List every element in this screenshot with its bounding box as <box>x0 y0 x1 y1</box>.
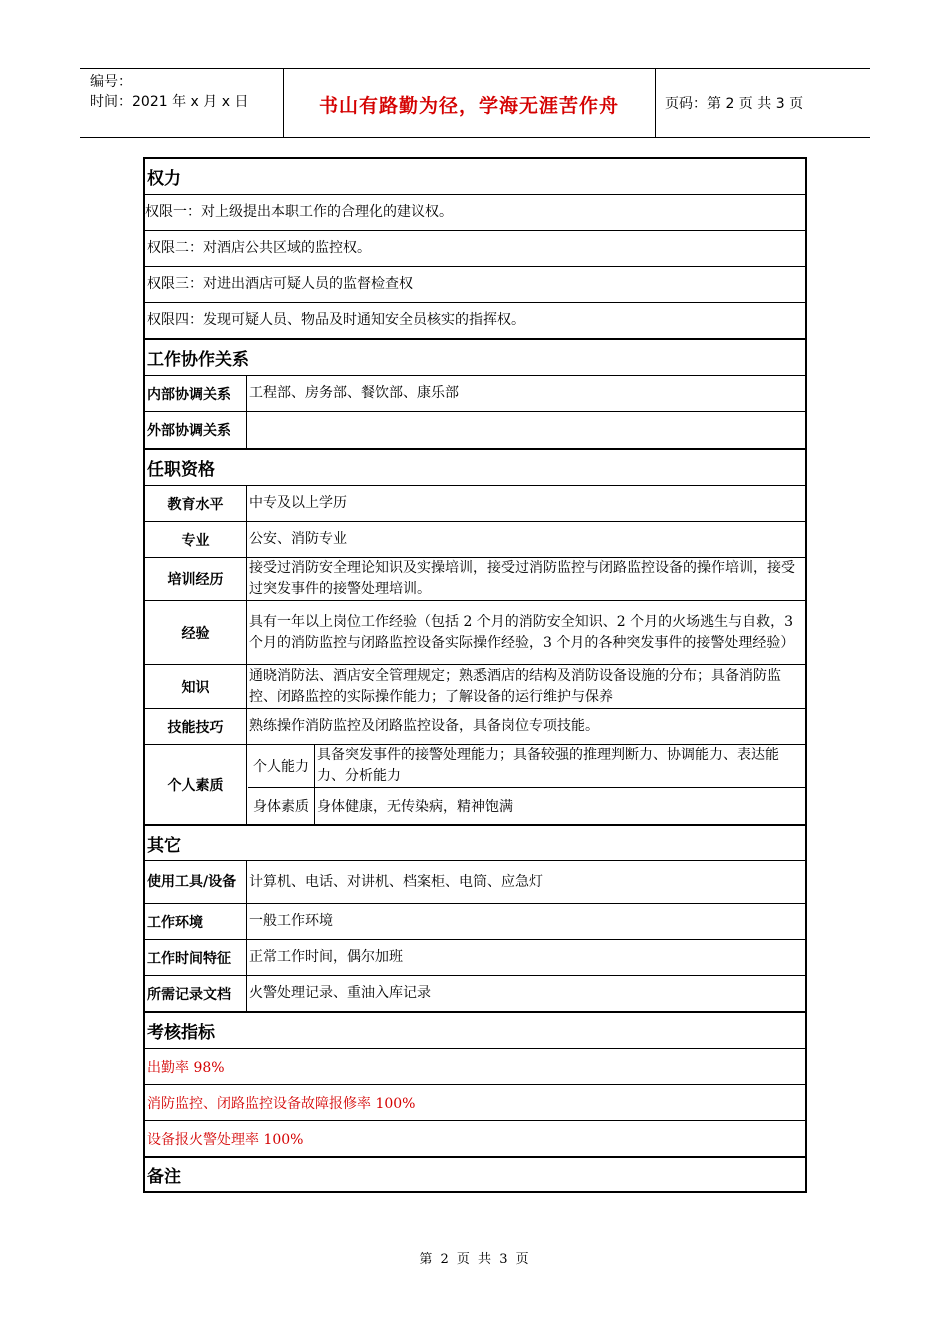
other-time-label: 工作时间特征 <box>145 940 247 975</box>
coop-internal-value: 工程部、房务部、餐饮部、康乐部 <box>249 385 459 401</box>
qual-major-row <box>145 521 805 557</box>
other-env-row <box>145 903 805 939</box>
header-divider <box>655 69 656 137</box>
qual-skill-value: 熟练操作消防监控及闭路监控设备，具备岗位专项技能。 <box>249 718 599 734</box>
power-item-text: 权限三：对进出酒店可疑人员的监督检查权 <box>147 276 413 292</box>
qual-body-label: 身体素质 <box>248 788 315 824</box>
other-env-value: 一般工作环境 <box>249 913 333 929</box>
code-label: 编号： <box>90 74 132 90</box>
qual-ability-label: 个人能力 <box>248 745 315 787</box>
qual-know-row <box>145 664 805 708</box>
qual-exp-row <box>145 600 805 664</box>
coop-internal-label: 内部协调关系 <box>145 376 247 411</box>
kpi-item: 出勤率 98% <box>145 1048 805 1084</box>
qual-personal-label: 个人素质 <box>145 745 247 824</box>
qual-train-row <box>145 557 805 600</box>
power-item-text: 权限四：发现可疑人员、物品及时通知安全员核实的指挥权。 <box>147 312 525 328</box>
qual-ability-value: 具备突发事件的接警处理能力；具备较强的推理判断力、协调能力、表达能力、分析能力 <box>317 747 779 784</box>
job-description-table <box>143 157 807 1193</box>
power-item <box>145 230 805 266</box>
other-env-label: 工作环境 <box>145 904 247 939</box>
section-title-other: 其它 <box>145 824 805 860</box>
page-header <box>80 68 870 138</box>
qual-edu-label: 教育水平 <box>145 486 247 521</box>
qual-know-label: 知识 <box>145 665 247 708</box>
qual-skill-row <box>145 708 805 744</box>
coop-external-row <box>145 411 805 448</box>
kpi-item: 消防监控、闭路监控设备故障报修率 100% <box>145 1084 805 1120</box>
header-motto: 书山有路勤为径，学海无涯苦作舟 <box>318 95 619 117</box>
qual-major-value: 公安、消防专业 <box>249 531 347 547</box>
qual-body-value: 身体健康，无传染病，精神饱满 <box>317 799 513 815</box>
other-tools-label: 使用工具/设备 <box>145 861 247 903</box>
power-item-text: 权限二：对酒店公共区域的监控权。 <box>147 240 371 256</box>
page-footer: 第 2 页 共 3 页 <box>419 1252 531 1267</box>
power-item <box>145 266 805 302</box>
header-page-info: 页码：第 2 页 共 3 页 <box>665 96 804 112</box>
qual-train-label: 培训经历 <box>145 558 247 600</box>
coop-external-value <box>249 412 801 448</box>
time-label: 时间：2021 年 x 月 x 日 <box>90 94 249 110</box>
kpi-item: 设备报火警处理率 100% <box>145 1120 805 1156</box>
qual-major-label: 专业 <box>145 522 247 557</box>
qual-edu-row <box>145 485 805 521</box>
qual-ability-row <box>248 745 805 787</box>
coop-external-label: 外部协调关系 <box>145 412 247 448</box>
qual-exp-label: 经验 <box>145 601 247 664</box>
other-tools-row <box>145 860 805 903</box>
power-item-text: 权限一：对上级提出本职工作的合理化的建议权。 <box>145 204 453 220</box>
other-time-value: 正常工作时间，偶尔加班 <box>249 949 403 965</box>
qual-train-value: 接受过消防安全理论知识及实操培训，接受过消防监控与闭路监控设备的操作培训，接受过突发事件的接警处理培训。 <box>249 560 795 597</box>
section-title-remark: 备注 <box>145 1156 805 1193</box>
section-title-kpi: 考核指标 <box>145 1011 805 1048</box>
qual-skill-label: 技能技巧 <box>145 709 247 744</box>
header-meta <box>90 72 282 112</box>
qual-exp-value: 具有一年以上岗位工作经验（包括 2 个月的消防安全知识、2 个月的火场逃生与自救，3 个月的消防监控与闭路监控设备实际操作经验，3 个月的各种突发事件的接警处理经验） <box>249 613 795 651</box>
coop-internal-row <box>145 375 805 411</box>
qual-personal-row <box>145 744 805 824</box>
section-title-cooperation: 工作协作关系 <box>145 338 805 375</box>
other-docs-label: 所需记录文档 <box>145 976 247 1011</box>
power-item <box>145 194 805 230</box>
other-docs-row <box>145 975 805 1011</box>
power-item <box>145 302 805 338</box>
section-title-power: 权力 <box>145 157 805 194</box>
other-tools-value: 计算机、电话、对讲机、档案柜、电筒、应急灯 <box>249 873 543 890</box>
qual-edu-value: 中专及以上学历 <box>249 495 347 511</box>
other-docs-value: 火警处理记录、重油入库记录 <box>249 985 431 1001</box>
qual-body-row <box>248 787 805 824</box>
qual-know-value: 通晓消防法、酒店安全管理规定；熟悉酒店的结构及消防设备设施的分布；具备消防监控、闭路监控的实际操作能力；了解设备的运行维护与保养 <box>249 667 781 705</box>
other-time-row <box>145 939 805 975</box>
section-title-qualification: 任职资格 <box>145 448 805 485</box>
